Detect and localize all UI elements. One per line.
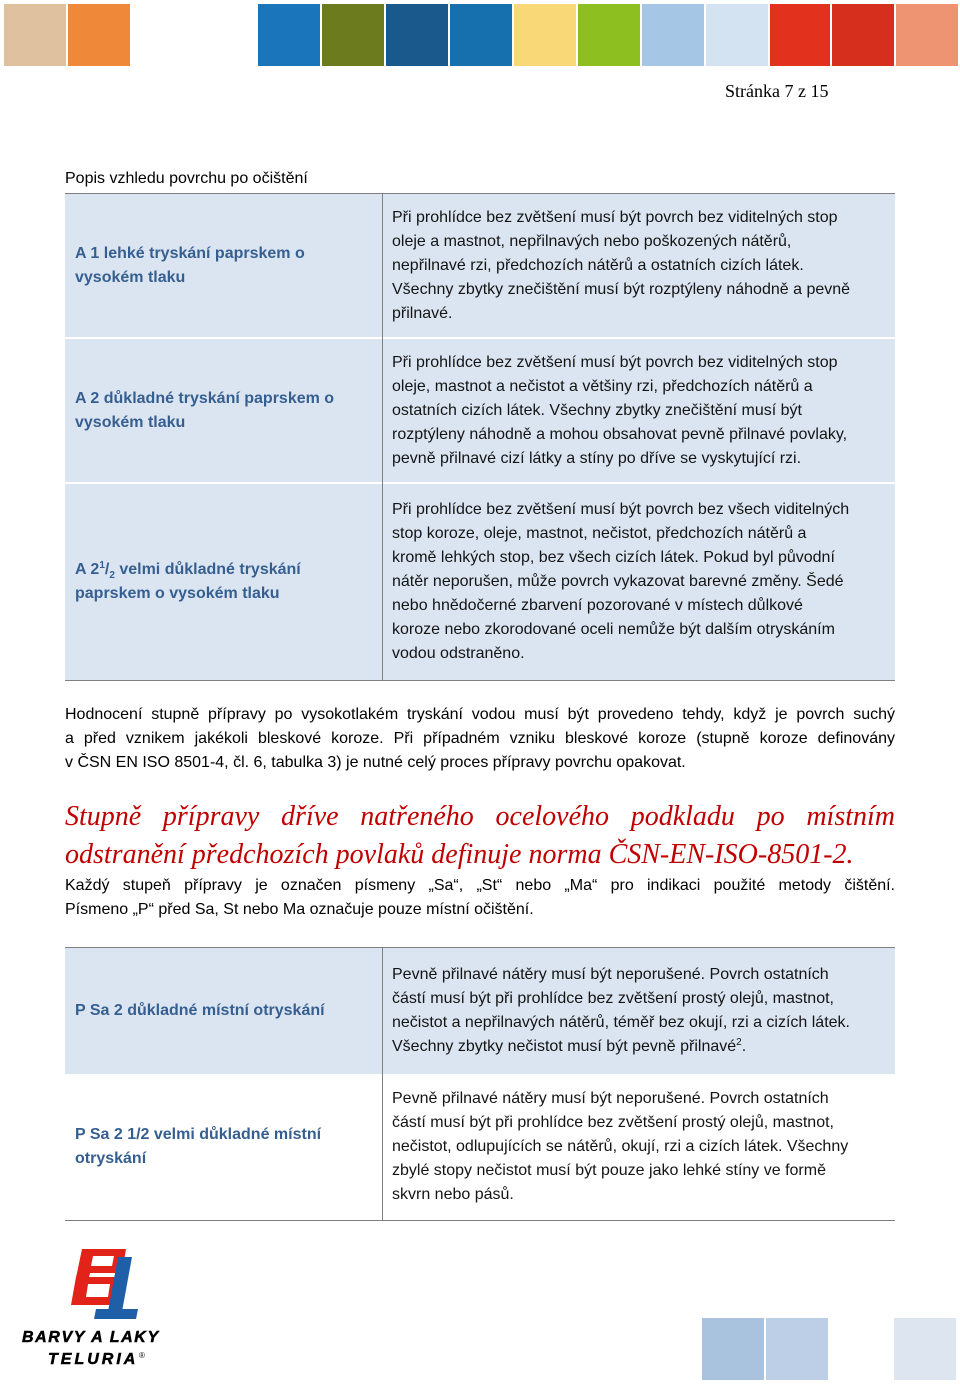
grade-label-line: vysokém tlaku — [75, 413, 186, 431]
logo-wordmark: BARVY A LAKY — [22, 1329, 160, 1346]
grade-label-line — [75, 558, 372, 582]
page-number: Stránka 7 z 15 — [725, 81, 829, 101]
grade-label — [65, 339, 382, 482]
description-line: nepřilnavé rzi, předchozích nátěrů a ostatních cizích látek. — [392, 256, 804, 274]
grade-description — [382, 194, 895, 337]
logo-counter — [86, 1284, 110, 1297]
description-line: Při prohlídce bez zvětšení musí být povrch bez všech viditelných — [392, 501, 850, 518]
description-line: vodou odstraněno. — [392, 645, 525, 662]
grade-description — [382, 948, 895, 1074]
description-line: oleje a mastnot, nepřilnavých nebo poškozených nátěrů, — [392, 232, 792, 250]
color-swatch — [578, 4, 640, 66]
heading-line: odstranění předchozích povlaků definuje norma ČSN-EN-ISO-8501-2. — [65, 839, 854, 870]
grade-label-line: paprskem o vysokém tlaku — [75, 585, 280, 602]
description-text: Všechny zbytky nečistot musí být pevně přilnavé — [392, 1038, 737, 1055]
paragraph-line: v ČSN EN ISO 8501-4, čl. 6, tabulka 3) je nutné celý proces přípravy povrchu opakovat. — [65, 754, 686, 771]
local-preparation-table — [65, 947, 895, 1221]
logo-wordmark: TELURIA — [48, 1351, 139, 1368]
grade-label-text: velmi důkladné tryskání — [114, 561, 301, 578]
description-line: nebo hnědočerné zbarvení pozorované v místech důlkové — [392, 597, 803, 614]
description-line: nátěr neporušen, může povrch vykazovat barevné změny. Šedé — [392, 573, 844, 590]
section-heading — [65, 798, 895, 874]
description-line: Všechny zbytky znečištění musí být rozptýleny náhodně a pevně — [392, 280, 851, 298]
description-line: Při prohlídce bez zvětšení musí být povrch bez viditelných stop — [392, 208, 838, 226]
table-row — [65, 194, 895, 339]
grade-label — [65, 1074, 382, 1220]
description-line: Pevně přilnavé nátěry musí být neporušené. Povrch ostatních — [392, 1090, 829, 1107]
description-end: . — [741, 1038, 747, 1055]
color-swatch — [894, 1318, 956, 1380]
table-row — [65, 1074, 895, 1220]
color-swatch — [514, 4, 576, 66]
description-line: nečistot, odlupujících se nátěrů, okují, rzi a cizích látek. Všechny — [392, 1138, 849, 1155]
section-title: Popis vzhledu povrchu po očištění — [65, 170, 308, 187]
description-line: pevně přilnavé cizí látky a stíny po dříve se vyskytující rzi. — [392, 449, 802, 467]
logo-red-shape — [76, 1273, 90, 1277]
footnote-marker: 2 — [736, 1037, 742, 1048]
logo-blue-shape — [94, 1309, 138, 1319]
description-line: skvrn nebo pásů. — [392, 1186, 514, 1203]
description-line: oleje, mastnot a nečistot a většiny rzi, předchozích nátěrů a — [392, 377, 813, 395]
color-swatch — [896, 4, 958, 66]
grade-label-line: vysokém tlaku — [75, 268, 186, 286]
grade-description — [382, 1074, 895, 1220]
description-line: částí musí být při prohlídce bez zvětšení prostý olejů, mastnot, — [392, 990, 834, 1007]
fraction-slash: / — [104, 561, 110, 578]
grade-label-line: P Sa 2 1/2 velmi důkladné místní — [75, 1126, 322, 1143]
fraction-numerator: 1 — [99, 560, 105, 571]
color-swatch — [450, 4, 512, 66]
grade-code: A 2 — [75, 561, 100, 578]
color-swatch — [386, 4, 448, 66]
description-line: stop koroze, oleje, mastnot, nečistot, předchozích nátěrů a — [392, 525, 807, 542]
description-line: Pevně přilnavé nátěry musí být neporušené. Povrch ostatních — [392, 966, 829, 983]
table-row — [65, 339, 895, 484]
table-row — [65, 948, 895, 1074]
color-swatch — [832, 4, 894, 66]
description-line: zbylé stopy nečistot musí být pouze jako lehké stíny ve formě — [392, 1162, 826, 1179]
color-swatch — [258, 4, 320, 66]
paragraph-line: a před vznikem jakékoli bleskové koroze. Při případném vzniku bleskové koroze (stupně koroze definovány — [65, 730, 895, 747]
logo-counter — [91, 1256, 114, 1266]
paragraph-line: Hodnocení stupně přípravy po vysokotlakém tryskání vodou musí být provedeno tehdy, když je povrch suchý — [65, 706, 895, 723]
grade-label — [65, 484, 382, 680]
registered-mark: ® — [139, 1351, 145, 1360]
description-line: rozptýleny náhodně a mohou obsahovat pevně přilnavé povlaky, — [392, 425, 848, 443]
bl-logo-icon — [60, 1247, 140, 1323]
color-swatch — [322, 4, 384, 66]
grade-label-line: A 2 důkladné tryskání paprskem o — [75, 389, 335, 407]
color-swatch — [766, 1318, 828, 1380]
description-line: kromě lehkých stop, bez všech cizích látek. Pokud byl původní — [392, 549, 835, 566]
color-swatch — [770, 4, 830, 66]
grade-description — [382, 484, 895, 680]
designation-paragraph — [65, 874, 895, 922]
grade-label-line: otryskání — [75, 1150, 147, 1167]
grade-label-line: A 1 lehké tryskání paprskem o — [75, 244, 305, 262]
color-swatch — [702, 1318, 764, 1380]
surface-appearance-table — [65, 193, 895, 681]
color-swatch — [4, 4, 66, 66]
grade-label — [65, 194, 382, 337]
paragraph-line: Písmeno „P“ před Sa, St nebo Ma označuje pouze místní očištění. — [65, 901, 534, 918]
paragraph-line: Každý stupeň přípravy je označen písmeny „Sa“, „St“ nebo „Ma“ pro indikaci použité metody čištění. — [65, 877, 895, 894]
column-divider — [382, 194, 383, 680]
fraction-denominator: 2 — [109, 570, 115, 581]
grade-label — [65, 948, 382, 1074]
description-line: ostatních cizích látek. Všechny zbytky znečištění musí být — [392, 401, 802, 419]
grade-label-line: P Sa 2 důkladné místní otryskání — [75, 1002, 325, 1019]
description-line: přilnavé. — [392, 304, 453, 322]
color-swatch — [68, 4, 130, 66]
description-line: Při prohlídce bez zvětšení musí být povrch bez viditelných stop — [392, 353, 838, 371]
description-line: koroze nebo zkorodované oceli nemůže být dalším otryskáním — [392, 621, 835, 638]
table-row — [65, 484, 895, 680]
description-line — [392, 1035, 885, 1059]
description-line: částí musí být při prohlídce bez zvětšení prostý olejů, mastnot, — [392, 1114, 834, 1131]
color-swatch — [642, 4, 704, 66]
description-line: nečistot a nepřilnavých nátěrů, téměř bez okují, rzi a cizích látek. — [392, 1014, 850, 1031]
grade-description — [382, 339, 895, 482]
heading-line: Stupně přípravy dříve natřeného ocelového podkladu po místním — [65, 801, 895, 832]
color-swatch — [706, 4, 768, 66]
evaluation-paragraph — [65, 703, 895, 775]
column-divider — [382, 948, 383, 1220]
